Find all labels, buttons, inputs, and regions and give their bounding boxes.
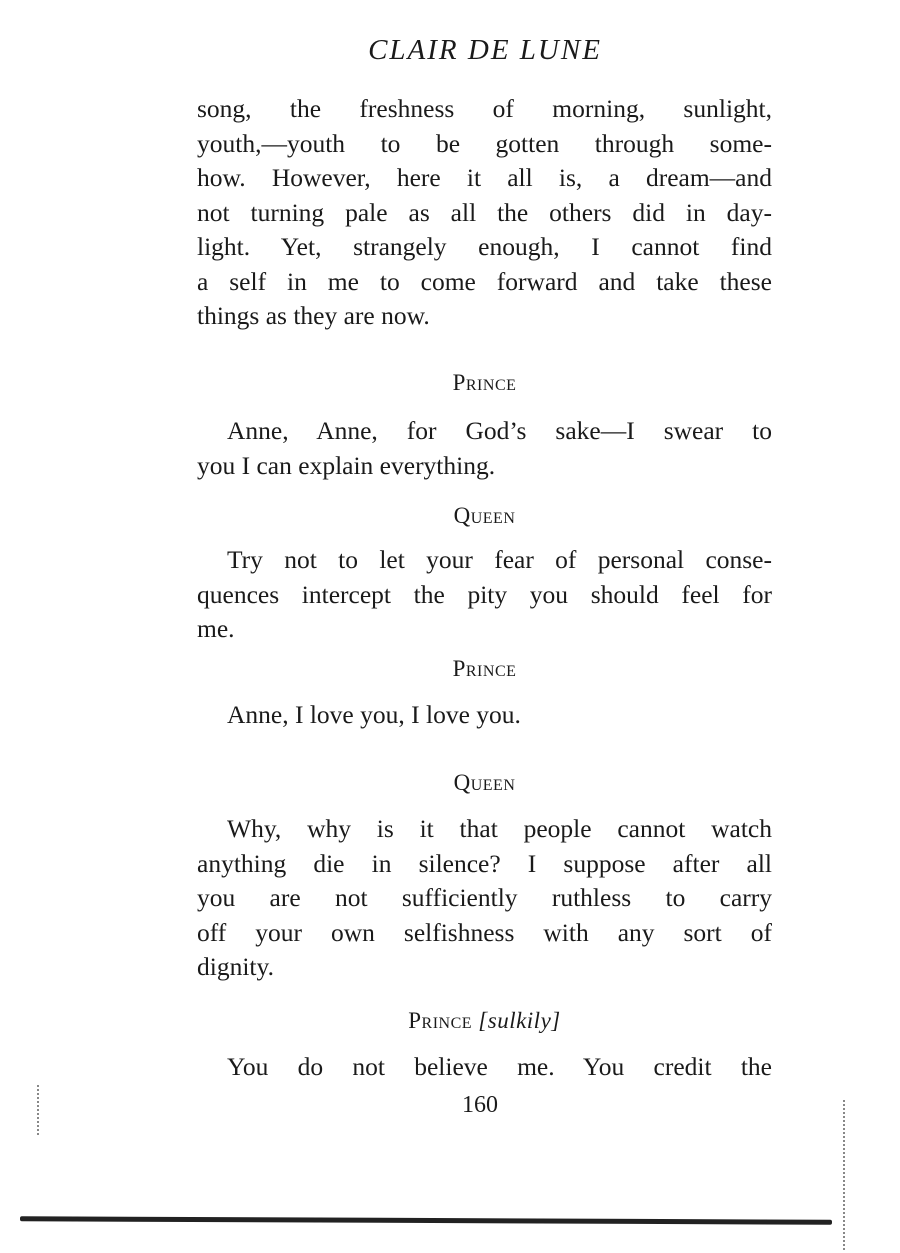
text-line: You do not believe me. You credit the	[227, 1052, 772, 1081]
speaker-heading: Queen	[453, 770, 516, 795]
text-line: you are not sufficiently ruthless to carry	[197, 883, 772, 912]
speech-paragraph	[197, 414, 772, 483]
text-line: quences intercept the pity you should feel for	[197, 579, 772, 609]
text-line: song, the freshness of morning, sunlight,	[197, 94, 772, 123]
speaker-name: Prince	[408, 1008, 473, 1033]
speaker-heading: Prince	[452, 656, 517, 681]
text-line: things as they are now.	[197, 301, 430, 330]
text-line: a self in me to come forward and take these	[197, 266, 772, 296]
stage-direction: [sulkily]	[478, 1008, 561, 1033]
text-line: off your own selfishness with any sort of	[197, 917, 772, 947]
speaker-heading-with-direction	[197, 1008, 772, 1034]
scan-artifact-dots	[843, 1100, 847, 1250]
text-line: not turning pale as all the others did in day-	[197, 197, 772, 227]
text-line: how. However, here it all is, a dream—and	[197, 163, 772, 192]
speech-paragraph	[197, 698, 772, 733]
text-line: Anne, Anne, for God’s sake—I swear to	[227, 416, 772, 445]
text-line: you I can explain everything.	[197, 450, 496, 480]
speech-paragraph	[197, 812, 772, 985]
text-line: me.	[197, 614, 235, 643]
speaker-heading: Queen	[453, 503, 516, 528]
page-number: 160	[462, 1092, 498, 1118]
text-line: dignity.	[197, 952, 274, 981]
text-line: Why, why is it that people cannot watch	[227, 814, 772, 843]
page-edge-rule	[20, 1216, 832, 1225]
running-head: CLAIR DE LUNE	[368, 34, 602, 66]
text-line: Try not to let your fear of personal conse-	[227, 545, 772, 574]
text-line: light. Yet, strangely enough, I cannot find	[197, 232, 772, 261]
speaker-heading: Prince	[452, 370, 517, 395]
paragraph-continuation	[197, 92, 772, 334]
text-line: Anne, I love you, I love you.	[227, 700, 521, 729]
scan-artifact-dots	[37, 1085, 41, 1135]
text-line: anything die in silence? I suppose after all	[197, 848, 772, 878]
text-line: youth,—youth to be gotten through some-	[197, 128, 772, 158]
speech-paragraph	[197, 543, 772, 647]
speech-paragraph	[197, 1050, 772, 1085]
